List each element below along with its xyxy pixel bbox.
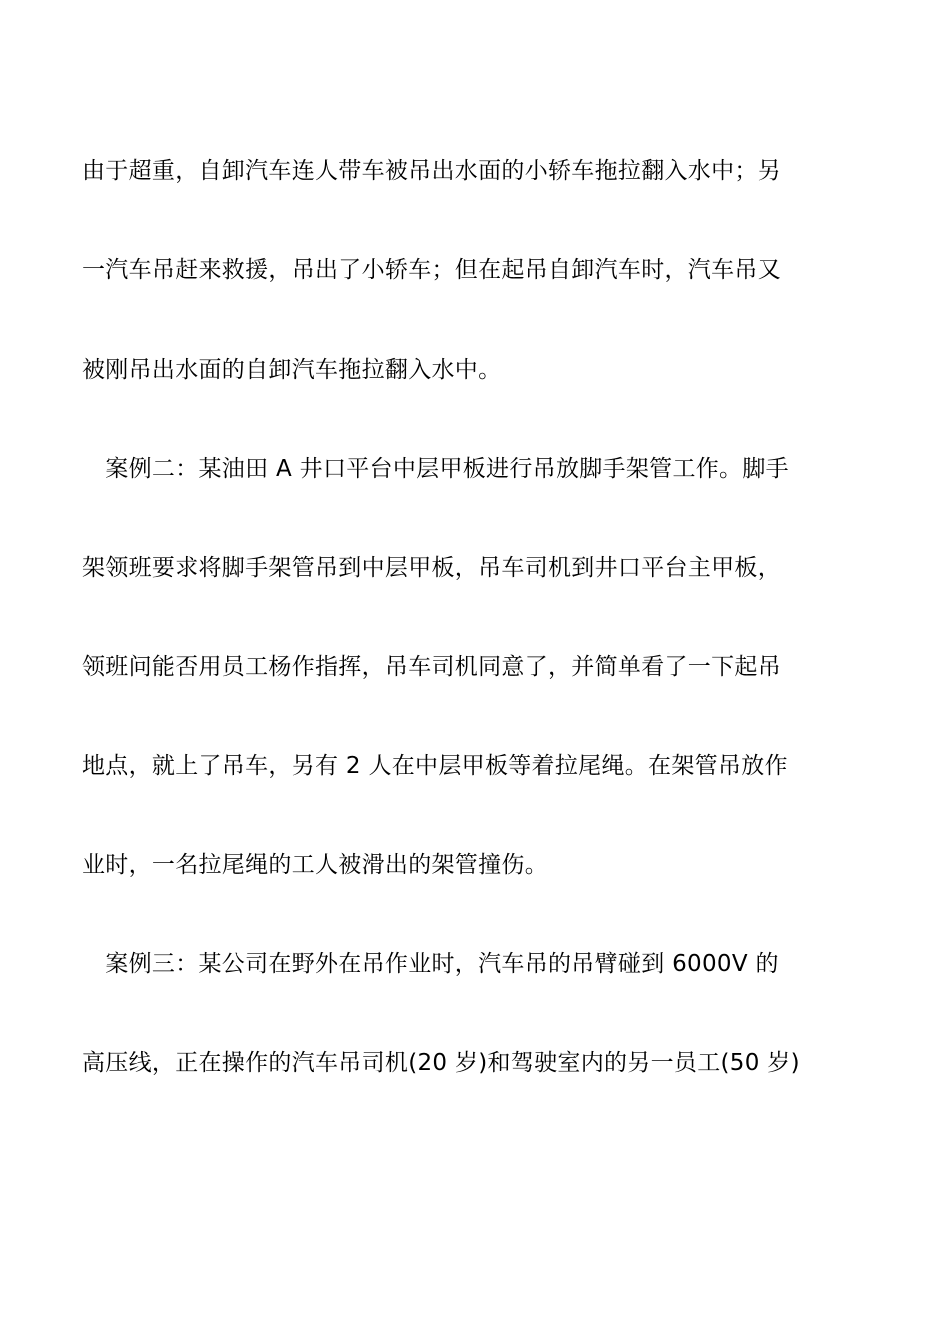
- text-line: 领班问能否用员工杨作指挥，吊车司机同意了，并简单看了一下起吊: [82, 654, 781, 680]
- text-line: 由于超重，自卸汽车连人带车被吊出水面的小轿车拖拉翻入水中；另: [82, 158, 781, 184]
- text-line: 架领班要求将脚手架管吊到中层甲板，吊车司机到井口平台主甲板，: [82, 555, 781, 581]
- text-line: 案例三：某公司在野外在吊作业时，汽车吊的吊臂碰到 6000V 的: [82, 951, 779, 977]
- text-line: 高压线，正在操作的汽车吊司机(20 岁)和驾驶室内的另一员工(50 岁): [82, 1050, 800, 1076]
- text-line: 业时，一名拉尾绳的工人被滑出的架管撞伤。: [82, 852, 548, 878]
- text-line: 被刚吊出水面的自卸汽车拖拉翻入水中。: [82, 357, 502, 383]
- text-line: 地点，就上了吊车，另有 2 人在中层甲板等着拉尾绳。在架管吊放作: [82, 753, 788, 779]
- text-line: 案例二：某油田 A 井口平台中层甲板进行吊放脚手架管工作。脚手: [82, 456, 789, 482]
- text-line: 一汽车吊赶来救援，吊出了小轿车；但在起吊自卸汽车时，汽车吊又: [82, 257, 781, 283]
